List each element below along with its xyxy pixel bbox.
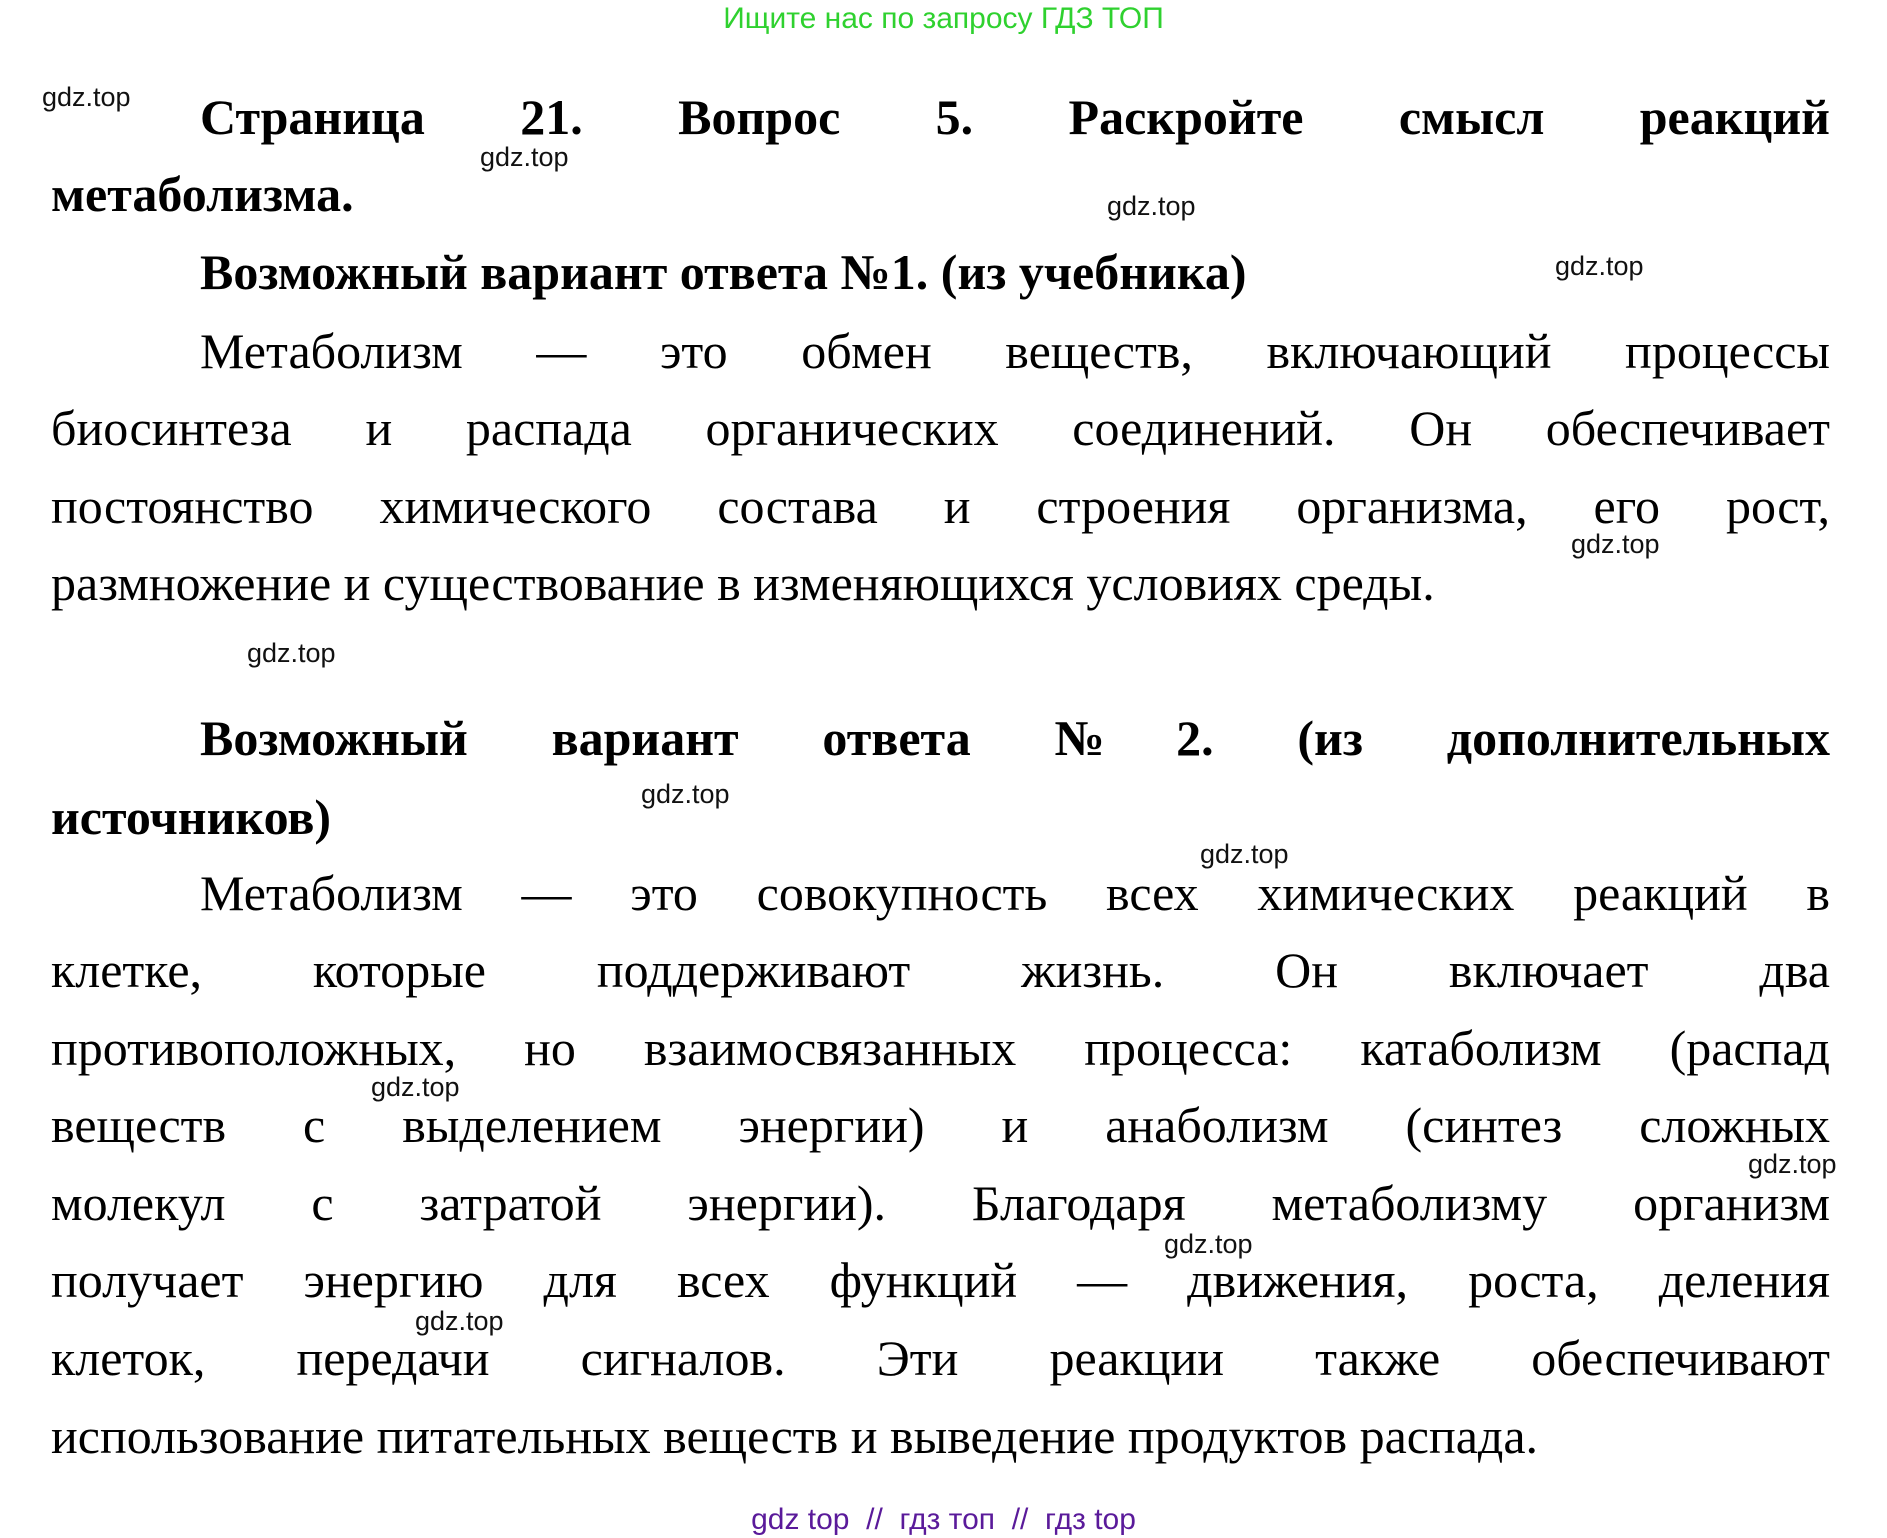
answer2-heading-line-1: Возможный вариант ответа №2. (из дополнительных xyxy=(200,710,1830,766)
answer1-line: размножение и существование в изменяющихся условиях среды. xyxy=(51,555,1435,611)
watermark: gdz.top xyxy=(42,82,131,112)
answer2-line: клетке, которые поддерживают жизнь. Он включает два xyxy=(51,942,1830,998)
title-line-1: Страница 21. Вопрос 5. Раскройте смысл реакций xyxy=(200,89,1830,145)
answer2-line: противоположных, но взаимосвязанных процесса: катаболизм (распад xyxy=(51,1020,1830,1076)
search-hint-banner: Ищите нас по запросу ГДЗ ТОП xyxy=(723,2,1164,35)
answer2-line: получает энергию для всех функций — движения, роста, деления xyxy=(51,1252,1830,1308)
answer1-line: постоянство химического состава и строения организма, его рост, xyxy=(51,478,1830,534)
watermark: gdz.top xyxy=(1748,1149,1837,1179)
watermark: gdz.top xyxy=(415,1306,504,1336)
answer2-line: Метаболизм — это совокупность всех химических реакций в xyxy=(200,865,1830,921)
watermark: gdz.top xyxy=(1555,251,1644,281)
watermark: gdz.top xyxy=(371,1072,460,1102)
answer1-line: Метаболизм — это обмен веществ, включающий процессы xyxy=(200,323,1830,379)
answer2-line: клеток, передачи сигналов. Эти реакции также обеспечивают xyxy=(51,1330,1830,1386)
watermark: gdz.top xyxy=(1200,839,1289,869)
answer2-line: веществ с выделением энергии) и анаболизм (синтез сложных xyxy=(51,1097,1830,1153)
watermark: gdz.top xyxy=(641,779,730,809)
footer-links: gdz top // гдз топ // гдз top xyxy=(751,1503,1136,1536)
watermark: gdz.top xyxy=(247,638,336,668)
answer1-heading: Возможный вариант ответа №1. (из учебника) xyxy=(200,244,1247,300)
title-line-2: метаболизма. xyxy=(51,166,354,222)
answer2-line: молекул с затратой энергии). Благодаря метаболизму организм xyxy=(51,1175,1830,1231)
watermark: gdz.top xyxy=(1571,529,1660,559)
watermark: gdz.top xyxy=(480,142,569,172)
answer1-line: биосинтеза и распада органических соединений. Он обеспечивает xyxy=(51,400,1830,456)
watermark: gdz.top xyxy=(1164,1229,1253,1259)
answer2-heading-line-2: источников) xyxy=(51,789,331,845)
watermark: gdz.top xyxy=(1107,191,1196,221)
answer2-line: использование питательных веществ и выведение продуктов распада. xyxy=(51,1408,1539,1464)
